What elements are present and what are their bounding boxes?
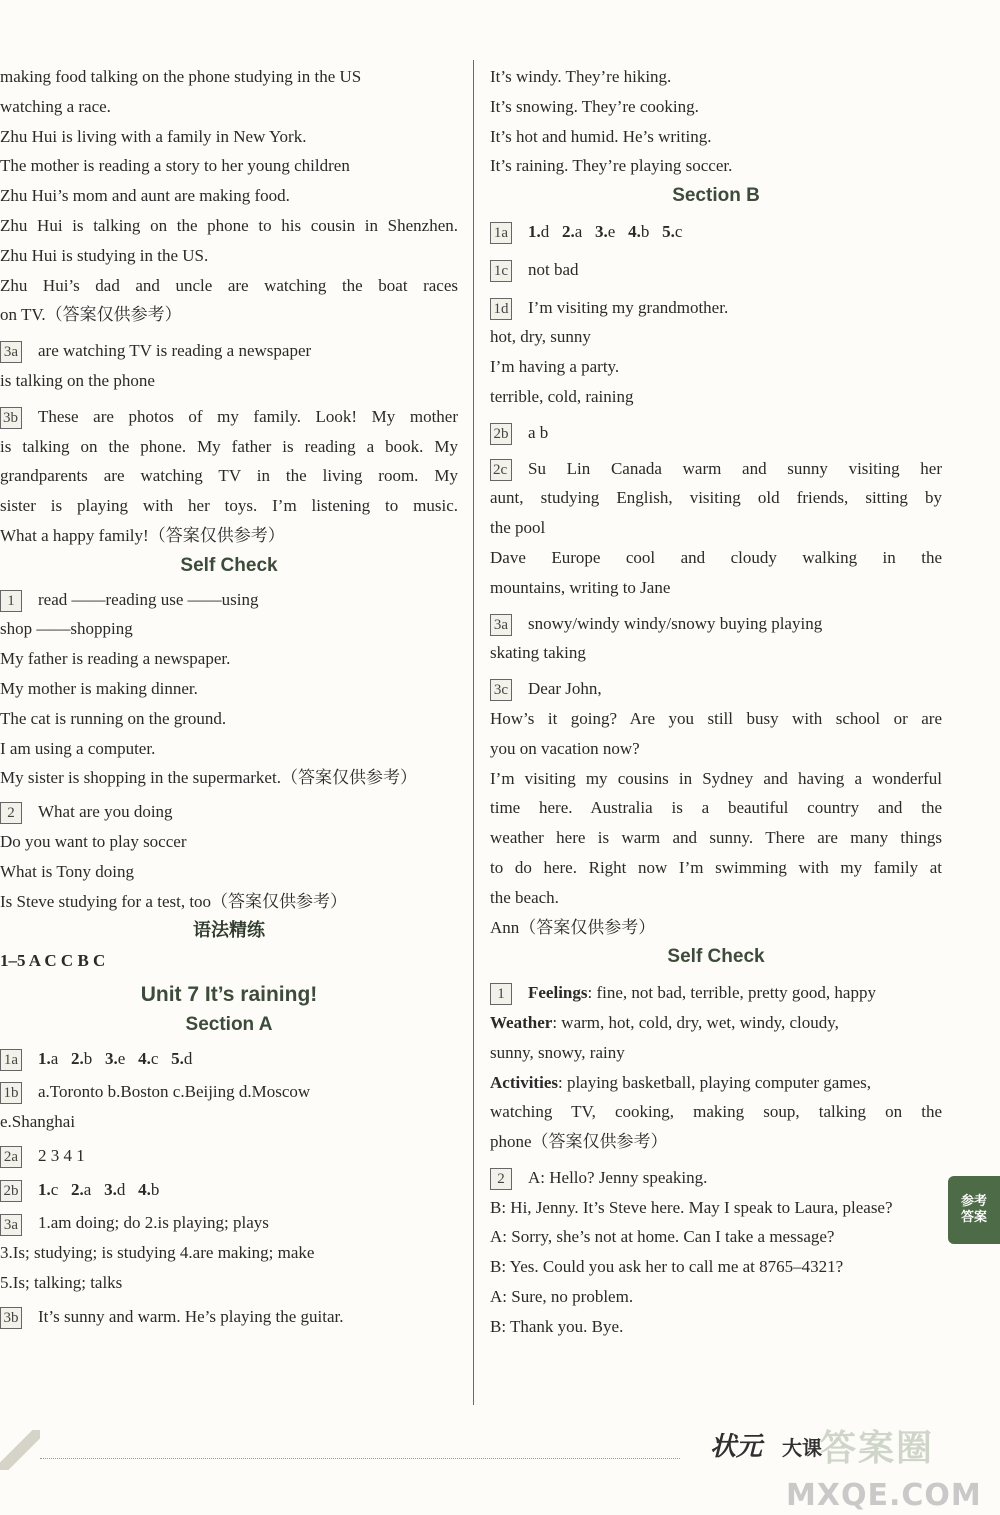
text-line: watching TV, cooking, making soup, talking on the xyxy=(490,1102,942,1122)
exercise-tag: 1c xyxy=(490,260,512,282)
text-line: 5.Is; talking; talks xyxy=(0,1273,123,1293)
exercise-3b: 3b These are photos of my family. Look! My mother xyxy=(0,402,458,432)
exercise-tag: 2c xyxy=(490,459,512,481)
exercise-tag: 2b xyxy=(490,423,512,445)
text-line: Zhu Hui is living with a family in New York. xyxy=(0,126,307,146)
text-line: It’s windy. They’re hiking. xyxy=(490,67,672,86)
text-line: It’s hot and humid. He’s writing. xyxy=(490,126,712,146)
exercise-b-2b: 2b a b xyxy=(490,418,942,448)
text-line: The mother is reading a story to her young children xyxy=(0,156,350,176)
activities-line: Activities: playing basketball, playing computer games, xyxy=(490,1072,871,1092)
text-line: How’s it going? Are you still busy with school or are xyxy=(490,708,942,728)
text-line: It’s snowing. They’re cooking. xyxy=(490,96,699,116)
column-divider xyxy=(473,60,474,1405)
exercise-b-1d: 1d I’m visiting my grandmother. xyxy=(490,293,942,323)
exercise-tag: 1 xyxy=(0,590,22,612)
dialogue-line: A: Sure, no problem. xyxy=(490,1287,634,1307)
brand-logo: 状元 xyxy=(710,1432,763,1462)
text-line: to do here. Right now I’m swimming with my family at xyxy=(490,857,942,877)
exercise-tag: 3a xyxy=(0,341,22,363)
text-line: Zhu Hui’s mom and aunt are making food. xyxy=(0,186,290,206)
exercise-b-3c: 3c Dear John, xyxy=(490,674,942,704)
footer-logo xyxy=(710,1418,1000,1478)
exercise-a-1b: 1b a.Toronto b.Boston c.Beijing d.Moscow xyxy=(0,1077,458,1107)
exercise-a-2a: 2a 2 3 4 1 xyxy=(0,1141,458,1171)
text-line: Ann（答案仅供参考） xyxy=(490,917,656,937)
text-line: I’m having a party. xyxy=(490,357,620,377)
unit-heading: Unit 7 It’s raining! xyxy=(140,982,318,1006)
exercise-tag: 1a xyxy=(0,1049,22,1071)
text-line: The cat is running on the ground. xyxy=(0,708,227,728)
left-column xyxy=(0,62,458,1332)
text-line: I am using a computer. xyxy=(0,738,156,758)
exercise-tag: 3a xyxy=(490,614,512,636)
text-line: sunny, snowy, rainy xyxy=(490,1042,625,1062)
exercise-tag: 3b xyxy=(0,1307,22,1329)
exercise-tag: 3a xyxy=(0,1214,22,1236)
text-line: phone（答案仅供参考） xyxy=(490,1132,668,1152)
dialogue-line: B: Yes. Could you ask her to call me at 8765–4321? xyxy=(490,1257,844,1277)
text-line: Dave Europe cool and cloudy walking in the xyxy=(490,547,942,567)
text-line: 3.Is; studying; is studying 4.are making; make xyxy=(0,1243,315,1263)
text-line: making food talking on the phone studying in the US xyxy=(0,67,362,86)
text-line: the pool xyxy=(490,518,546,538)
text-line: terrible, cold, raining xyxy=(490,386,634,406)
exercise-tag: 3b xyxy=(0,407,22,429)
text-line: is talking on the phone xyxy=(0,370,155,390)
dialogue-line: A: Sorry, she’s not at home. Can I take a message? xyxy=(490,1227,835,1247)
exercise-a-3b: 3b It’s sunny and warm. He’s playing the guitar. xyxy=(0,1302,458,1332)
watermark-url: MXQE.COM xyxy=(786,1478,982,1513)
text-line: weather here is warm and sunny. There are many things xyxy=(490,828,942,848)
text-line: My sister is shopping in the supermarket.（答案仅供参考） xyxy=(0,768,417,788)
text-line: Is Steve studying for a test, too（答案仅供参考） xyxy=(0,891,348,911)
weather-line: Weather: warm, hot, cold, dry, wet, windy, cloudy, xyxy=(490,1012,839,1032)
watermark-stamp: 答案圈 xyxy=(820,1428,935,1469)
exercise-a-1a: 1a 1.a 2.b 3.e 4.c 5.d xyxy=(0,1044,458,1074)
text-line: aunt, studying English, visiting old friends, sitting by xyxy=(490,488,942,508)
text-line: skating taking xyxy=(490,643,586,663)
section-heading-self-check: Self Check xyxy=(667,946,765,968)
text-line: What is Tony doing xyxy=(0,861,135,881)
answer-side-tab: 参考 答案 xyxy=(948,1176,1000,1244)
text-line: is talking on the phone. My father is reading a book. My xyxy=(0,436,458,456)
self-check-2: 2 A: Hello? Jenny speaking. xyxy=(490,1163,942,1193)
exercise-tag: 1b xyxy=(0,1082,22,1104)
text-line: It’s raining. They’re playing soccer. xyxy=(490,156,733,176)
exercise-a-2b: 2b 1.c 2.a 3.d 4.b xyxy=(0,1175,458,1205)
dialogue-line: B: Hi, Jenny. It’s Steve here. May I speak to Laura, please? xyxy=(490,1197,893,1217)
text-line: on TV.（答案仅供参考） xyxy=(0,305,182,325)
text-line: Zhu Hui is talking on the phone to his cousin in Shenzhen. xyxy=(0,215,458,235)
exercise-b-2c: 2c Su Lin Canada warm and sunny visiting her xyxy=(490,454,942,484)
text-line: e.Shanghai xyxy=(0,1112,76,1132)
exercise-tag: 1d xyxy=(490,298,512,320)
exercise-b-3a: 3a snowy/windy windy/snowy buying playing xyxy=(490,609,942,639)
page-corner-decoration xyxy=(0,1430,40,1470)
text-line: you on vacation now? xyxy=(490,738,640,758)
brand-logo-suffix: 大课 xyxy=(782,1436,822,1460)
exercise-tag: 3c xyxy=(490,679,512,701)
text-line: What a happy family!（答案仅供参考） xyxy=(0,525,285,545)
right-column xyxy=(490,62,942,1342)
text-line: shop ——shopping xyxy=(0,619,133,639)
exercise-tag: 1a xyxy=(490,222,512,244)
exercise-tag: 2 xyxy=(0,802,22,824)
text-line: I’m visiting my cousins in Sydney and having a wonderful xyxy=(490,768,942,788)
exercise-3a: 3a are watching TV is reading a newspaper xyxy=(0,336,458,366)
exercise-b-1a: 1a 1.d 2.a 3.e 4.b 5.c xyxy=(490,217,942,247)
exercise-tag: 2 xyxy=(490,1168,512,1190)
text-line: Do you want to play soccer xyxy=(0,831,187,851)
text-line: watching a race. xyxy=(0,96,111,116)
section-heading-self-check: Self Check xyxy=(180,554,278,576)
text-line: sister is playing with her toys. I’m listening to music. xyxy=(0,496,458,516)
exercise-tag: 2b xyxy=(0,1180,22,1202)
text-line: time here. Australia is a beautiful country and the xyxy=(490,798,942,818)
text-line: the beach. xyxy=(490,887,559,907)
text-line: My mother is making dinner. xyxy=(0,678,198,698)
exercise-b-1c: 1c not bad xyxy=(490,255,942,285)
text-line: grandparents are watching TV in the living room. My xyxy=(0,466,458,486)
text-line: mountains, writing to Jane xyxy=(490,577,671,597)
footer-rule xyxy=(40,1458,680,1459)
self-check-1: 1 read ——reading use ——using xyxy=(0,585,458,615)
grammar-answers: 1–5 A C C B C xyxy=(0,951,106,971)
text-line: Zhu Hui’s dad and uncle are watching the boat races xyxy=(0,275,458,295)
section-heading-a: Section A xyxy=(185,1013,273,1035)
self-check-2: 2 What are you doing xyxy=(0,797,458,827)
self-check-1: 1 Feelings: fine, not bad, terrible, pretty good, happy xyxy=(490,978,942,1008)
section-heading-b: Section B xyxy=(672,185,760,207)
exercise-tag: 1 xyxy=(490,983,512,1005)
text-line: Zhu Hui is studying in the US. xyxy=(0,245,209,265)
text-line: My father is reading a newspaper. xyxy=(0,649,231,669)
grammar-heading: 语法精练 xyxy=(193,920,265,942)
exercise-tag: 2a xyxy=(0,1146,22,1168)
exercise-a-3a: 3a 1.am doing; do 2.is playing; plays xyxy=(0,1208,458,1238)
text-line: hot, dry, sunny xyxy=(490,327,591,347)
dialogue-line: B: Thank you. Bye. xyxy=(490,1316,624,1336)
